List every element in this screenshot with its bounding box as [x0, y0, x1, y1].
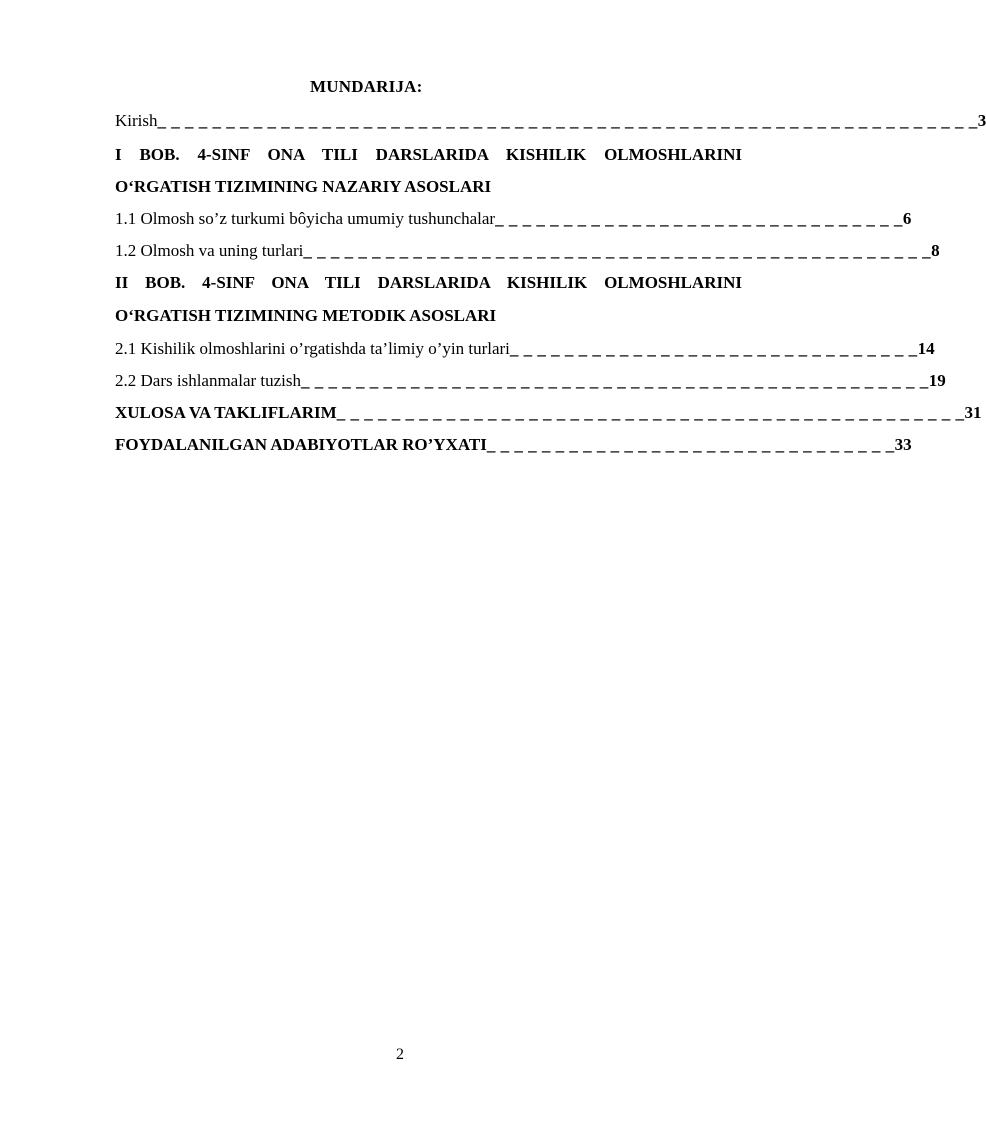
toc-entry-label: 2.1 Kishilik olmoshlarini o’rgatishda ta’limiy o’yin turlari: [115, 339, 510, 358]
toc-page-number: 33: [894, 435, 912, 454]
toc-leader: _ _ _ _ _ _ _ _ _ _ _ _ _ _ _ _ _ _ _ _ _ _ _ _ _ _ _ _ _ _ _ _ _ _ _ _ _ _ _ _ _ _ _ _ _ _: [301, 371, 929, 390]
toc-entry-label: 1.2 Olmosh va uning turlari: [115, 241, 304, 260]
toc-leader: _ _ _ _ _ _ _ _ _ _ _ _ _ _ _ _ _ _ _ _ _ _ _ _ _ _ _ _ _ _: [486, 435, 895, 454]
toc-leader: _ _ _ _ _ _ _ _ _ _ _ _ _ _ _ _ _ _ _ _ _ _ _ _ _ _ _ _ _ _ _ _ _ _ _ _ _ _ _ _ _ _ _ _ _ _: [303, 241, 932, 260]
toc-entry-2-2: [115, 371, 946, 391]
toc-page-number: 19: [928, 371, 946, 390]
toc-page-number: 14: [917, 339, 935, 358]
toc-entry-label: 1.1 Olmosh so’z turkumi bôyicha umumiy tushunchalar: [115, 209, 496, 228]
toc-leader: _ _ _ _ _ _ _ _ _ _ _ _ _ _ _ _ _ _ _ _ _ _ _ _ _ _ _ _ _ _: [495, 209, 903, 228]
toc-entry-label: XULOSA VA TAKLIFLARIM: [115, 403, 337, 422]
page-number: 2: [396, 1046, 404, 1063]
toc-chapter-1-line-1: I BOB. 4-SINF ONA TILI DARSLARIDA KISHILIK OLMOSHLARINI: [115, 145, 742, 164]
toc-page-number: 6: [902, 209, 912, 228]
toc-chapter-2-line-2: O‘RGATISH TIZIMINING METODIK ASOSLARI: [115, 306, 497, 325]
toc-leader: _ _ _ _ _ _ _ _ _ _ _ _ _ _ _ _ _ _ _ _ _ _ _ _ _ _ _ _ _ _: [509, 339, 918, 358]
toc-entry-adabiyotlar: [115, 435, 912, 455]
toc-entry-label: 2.2 Dars ishlanmalar tuzish: [115, 371, 302, 390]
toc-entry-xulosa: [115, 403, 982, 423]
toc-page-number: 8: [931, 241, 940, 260]
toc-entry-label: Kirish: [115, 111, 158, 130]
toc-leader: _ _ _ _ _ _ _ _ _ _ _ _ _ _ _ _ _ _ _ _ _ _ _ _ _ _ _ _ _ _ _ _ _ _ _ _ _ _ _ _ _ _ _ _ _ _ _ _ _ _ _ _ _ _ _ _ _ _ _ _: [157, 111, 978, 130]
toc-entry-label: FOYDALANILGAN ADABIYOTLAR RO’YXATI: [115, 435, 487, 454]
toc-entry-kirish: [115, 111, 986, 131]
toc-page-number: 31: [964, 403, 982, 422]
toc-entry-2-1: [115, 339, 935, 359]
toc-entry-1-1: [115, 209, 912, 229]
toc-title: MUNDARIJA:: [310, 77, 423, 96]
toc-chapter-2-line-1: II BOB. 4-SINF ONA TILI DARSLARIDA KISHILIK OLMOSHLARINI: [115, 273, 742, 292]
toc-page-number: 3: [977, 111, 986, 130]
toc-leader: _ _ _ _ _ _ _ _ _ _ _ _ _ _ _ _ _ _ _ _ _ _ _ _ _ _ _ _ _ _ _ _ _ _ _ _ _ _ _ _ _ _ _ _ _ _: [336, 403, 965, 422]
toc-chapter-1-line-2: O‘RGATISH TIZIMINING NAZARIY ASOSLARI: [115, 177, 492, 196]
toc-entry-1-2: [115, 241, 940, 261]
